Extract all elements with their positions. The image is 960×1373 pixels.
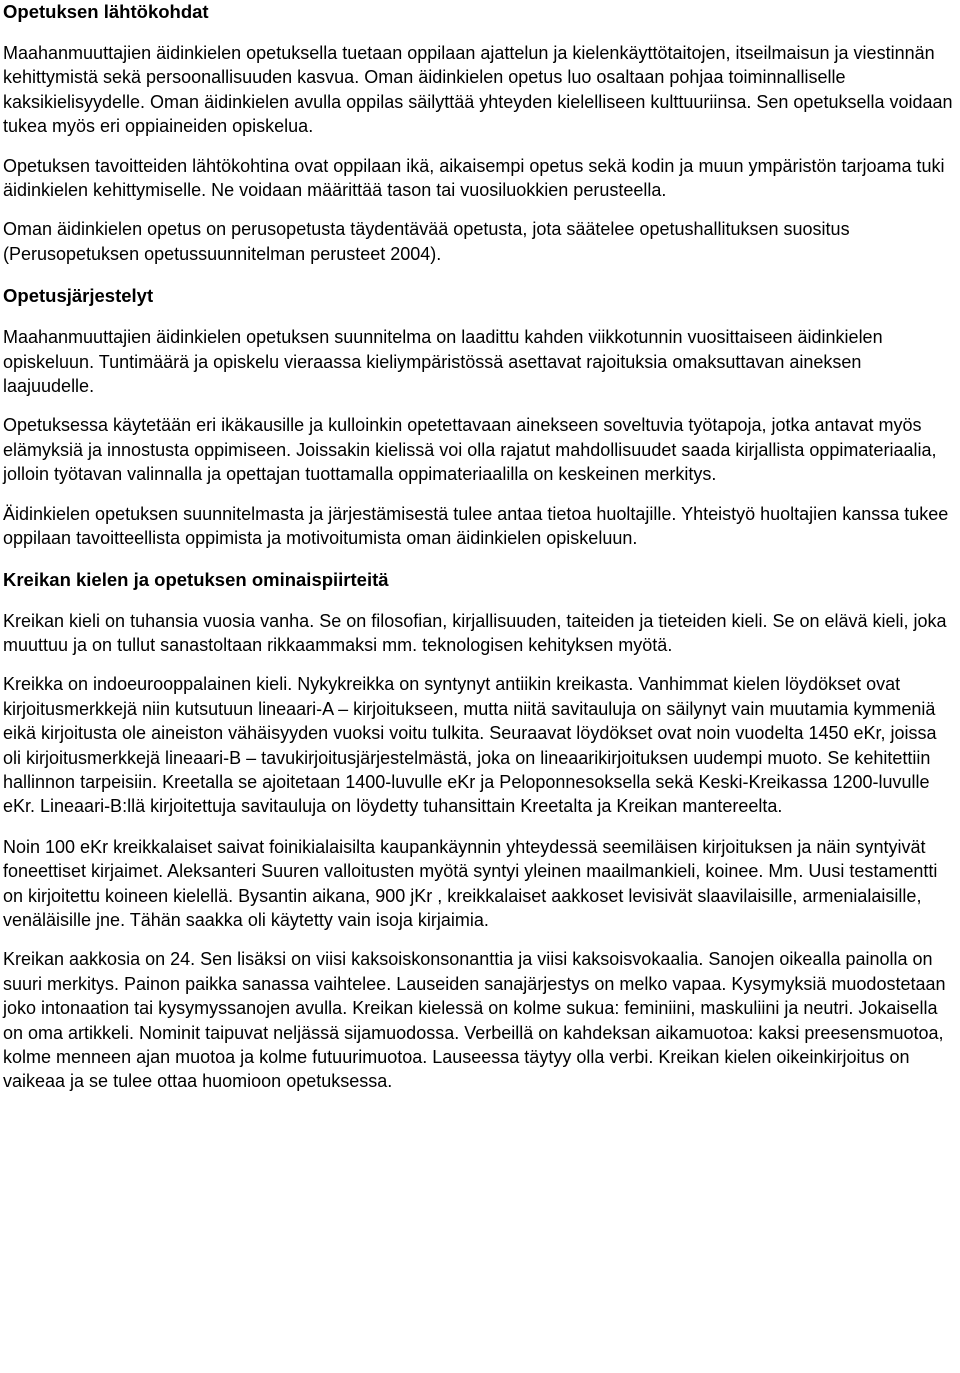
paragraph: Oman äidinkielen opetus on perusopetusta täydentävää opetusta, jota säätelee opetushallituksen suositus (Perusopetuksen opetussuunnitelman perusteet 2004). <box>3 219 850 264</box>
paragraph: Kreikan aakkosia on 24. Sen lisäksi on viisi kaksoiskonsonanttia ja viisi kaksoisvokaalia. Sanojen oikealla painolla on suuri merkitys. Painon paikka sanassa vaihtelee. Lauseiden sanajärjestys on melko vapaa. Kysymyksiä muodostetaan joko intonaation tai kysymyssanojen avulla. Kreikan kielessä on kolme sukua: feminiini, maskuliini ja neutri. Jokaisella on oma artikkeli. Nominit taipuvat neljässä sijamuodossa. Verbeillä on kahdeksan aikamuotoa: kaksi preesensmuotoa, kolme menneen ajan muotoa ja kolme futuurimuotoa. Lauseessa täytyy olla verbi. Kreikan kielen oikeinkirjoitus on vaikeaa ja se tulee ottaa huomioon opetuksessa. <box>3 949 946 1092</box>
paragraph: Kreikka on indoeurooppalainen kieli. Nykykreikka on syntynyt antiikin kreikasta. Vanhimmat kielen löydökset ovat kirjoitusmerkkejä niin kutsutuun lineaari-A – kirjoitukseen, mutta niitä savitauluja on säilynyt vain muutamia kymmeniä eikä kirjoitusta ole aineiston vähäisyyden vuoksi voitu tulkita. Seuraavat löydökset ovat noin vuodelta 1450 eKr, joissa oli kirjoitusmerkkejä lineaari-B – tavukirjoitusjärjestelmästä, joka on lineaarikirjoituksen uudempi muoto. Se kehitettiin hallinnon tarpeisiin. Kreetalla se ajoitetaan 1400-luvulle eKr ja Peloponnesoksella sekä Keski-Kreikassa 1200-luvulle eKr. Lineaari-B:llä kirjoitettuja savitauluja on löydetty tuhansittain Kreetalta ja Kreikan mantereelta. <box>3 674 937 817</box>
paragraph: Kreikan kieli on tuhansia vuosia vanha. Se on filosofian, kirjallisuuden, taiteiden ja tieteiden kieli. Se on elävä kieli, joka muuttuu ja on tullut sanastoltaan rikkaammaksi mm. teknologisen kehityksen myötä. <box>3 610 947 655</box>
paragraph: Opetuksen tavoitteiden lähtökohtina ovat oppilaan ikä, aikaisempi opetus sekä kodin ja muun ympäristön tarjoama tuki äidinkielen kehittymiselle. Ne voidaan määrittää tason tai vuosiluokkien perusteella. <box>3 155 945 201</box>
section-heading-kreikan-kieli: Kreikan kielen ja opetuksen ominaispiirteitä <box>3 568 389 590</box>
paragraph: Äidinkielen opetuksen suunnitelmasta ja järjestämisestä tulee antaa tietoa huoltajille. Yhteistyö huoltajien kanssa tukee oppilaan tavoitteellista oppimista ja motivoitumista oman äidinkielen opiskeluun. <box>3 503 949 549</box>
section-heading-opetusjarjestelyt: Opetusjärjestelyt <box>3 285 154 307</box>
section-heading-opetuksen-lahtokohdat: Opetuksen lähtökohdat <box>3 1 209 22</box>
paragraph: Noin 100 eKr kreikkalaiset saivat foinikialaisilta kaupankäynnin yhteydessä seemiläisen kirjoituksen ja näin syntyivät foneettiset kirjaimet. Aleksanteri Suuren valloitusten myötä syntyi yleinen maailmankieli, koinee. Mm. Uusi testamentti on kirjoitettu koineen kielellä. Bysantin aikana, 900 jKr , kreikkalaiset aakkoset levisivät slaavilaisille, armenialaisille, venäläisille jne. Tähän saakka oli käytetty vain isoja kirjaimia. <box>3 836 938 930</box>
paragraph: Opetuksessa käytetään eri ikäkausille ja kulloinkin opetettavaan ainekseen soveltuvia työtapoja, jotka antavat myös elämyksiä ja innostusta oppimiseen. Joissakin kielissä voi olla rajatut mahdollisuudet saada kirjallista oppimateriaalia, jolloin työtavan valinnalla ja opettajan tuottamalla oppimateriaalilla on keskeinen merkitys. <box>3 415 937 485</box>
paragraph: Maahanmuuttajien äidinkielen opetuksella tuetaan oppilaan ajattelun ja kielenkäyttötaitojen, itseilmaisun ja viestinnän kehittymistä sekä persoonallisuuden kasvua. Oman äidinkielen opetus luo osaltaan pohjaa toiminnalliselle kaksikielisyydelle. Oman äidinkielen avulla oppilas säilyttää yhteyden kielelliseen kulttuuriinsa. Sen opetuksella voidaan tukea myös eri oppiaineiden opiskelua. <box>3 43 953 137</box>
paragraph: Maahanmuuttajien äidinkielen opetuksen suunnitelma on laadittu kahden viikkotunnin vuosittaiseen äidinkielen opiskeluun. Tuntimäärä ja opiskelu vieraassa kieliympäristössä asettavat rajoituksia omaksuttavan aineksen laajuudelle. <box>3 327 883 397</box>
document-page <box>3 0 957 1094</box>
